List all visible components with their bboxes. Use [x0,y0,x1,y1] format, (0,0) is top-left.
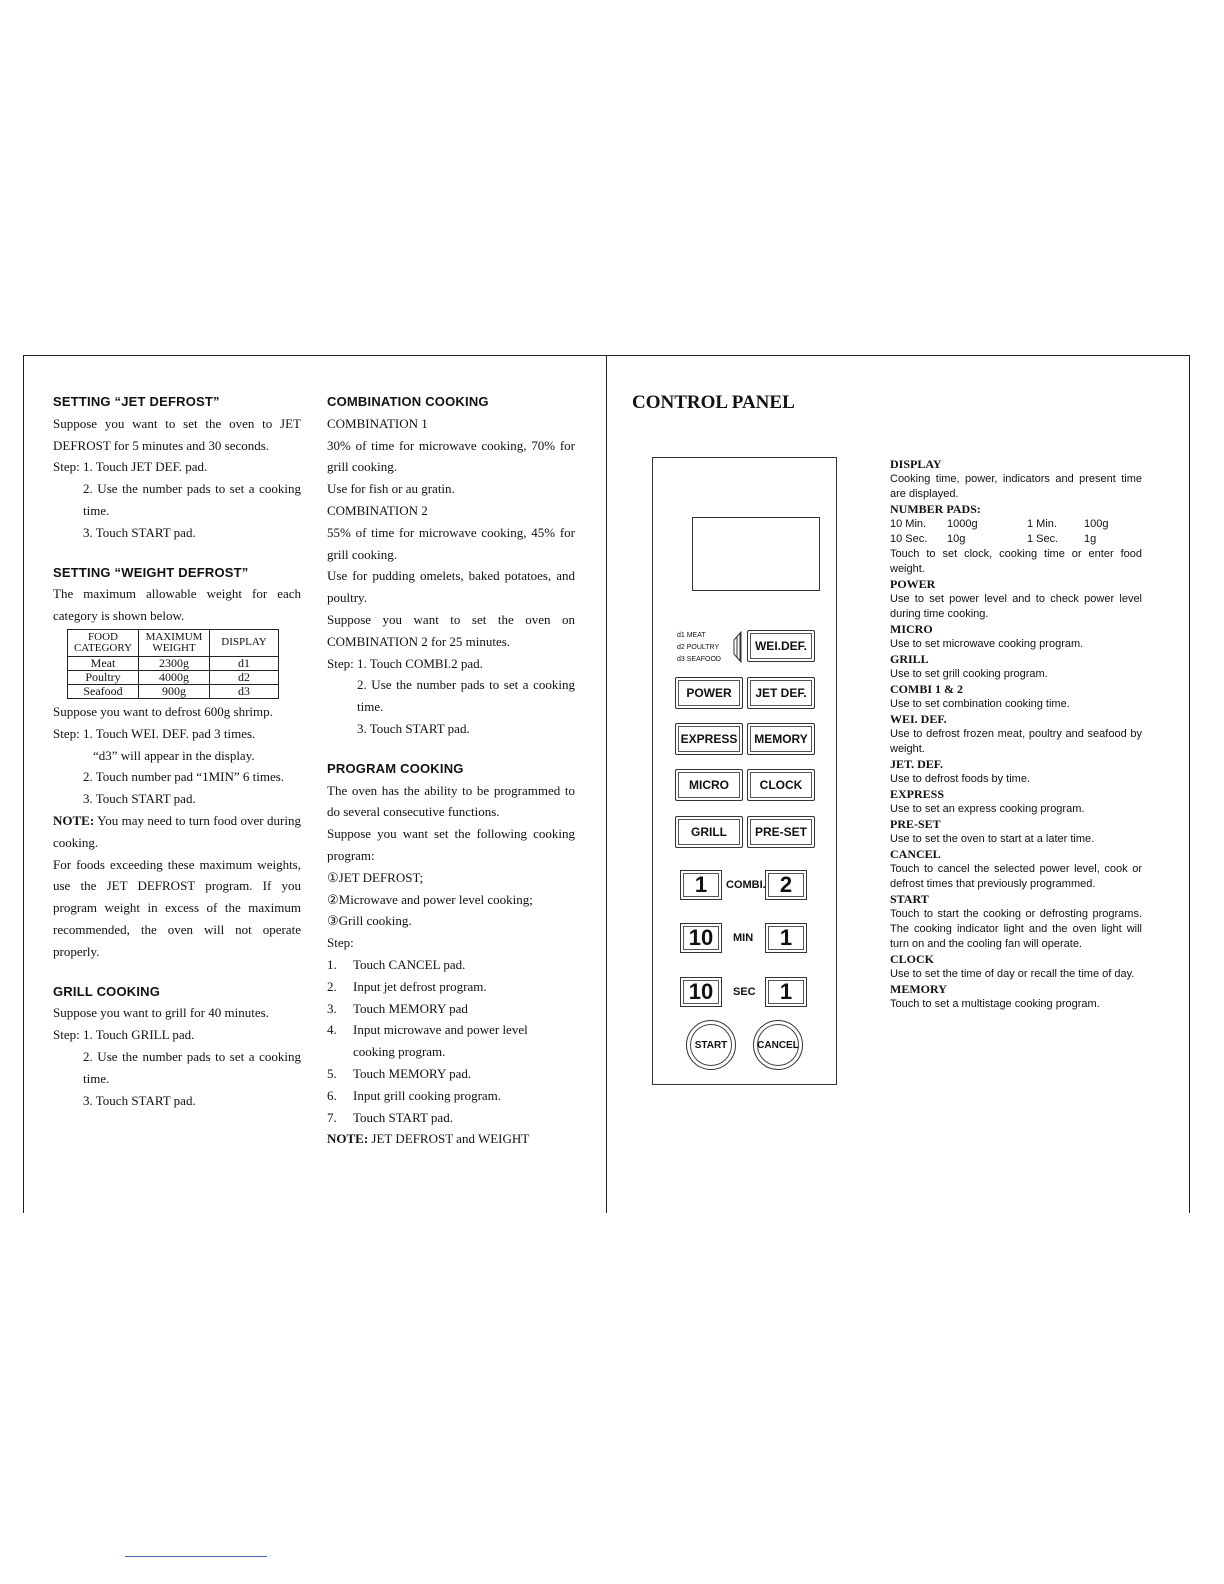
list-item [327,1085,575,1107]
start-label: START [690,1024,732,1066]
power-button[interactable]: POWER [675,677,743,709]
frame-right-border [1189,355,1190,1213]
list-item [327,1063,575,1085]
table-header-row [68,629,279,656]
combination-step2: 2. Use the number pads to set a cooking time. [357,677,575,715]
express-heading: EXPRESS [890,787,945,801]
number-pads-row-1 [890,517,1142,532]
combi-heading: COMBI 1 & 2 [890,682,963,696]
legend-bracket-icon [730,631,742,663]
jet-defrost-step1: Step: 1. Touch JET DEF. pad. [53,459,208,475]
heading-program-cooking: PROGRAM COOKING [327,760,464,776]
sec-1-button[interactable]: 1 [765,977,807,1007]
jet-def-heading: JET. DEF. [890,757,944,771]
combi-text: Use to set combination cooking time. [890,698,1070,710]
np-cell: 100g [1084,518,1109,530]
jet-defrost-step2 [53,478,301,522]
jet-defrost-step2-text: 2. Use the number pads to set a cooking time. [83,481,301,518]
spacer [327,740,575,758]
grill-heading: GRILL [890,652,929,666]
list-text: Input grill cooking program. [353,1087,502,1103]
table-cell: Meat [68,656,139,670]
np-cell: 1 Sec. [1027,533,1059,545]
wei-def-text: Use to defrost frozen meat, poultry and seafood by weight. [890,728,1142,755]
combination-example: Suppose you want to set the oven on COMBINATION 2 for 25 minutes. [327,611,575,649]
power-heading: POWER [890,577,936,591]
list-number: 4. [327,1022,337,1038]
micro-button[interactable]: MICRO [675,769,743,801]
list-number: 2. [327,978,337,994]
cancel-label: CANCEL [757,1024,799,1066]
min-10-button[interactable]: 10 [680,923,722,953]
pre-set-text: Use to set the oven to start at a later time. [890,833,1095,845]
program-item-2: ②Microwave and power level cooking; [327,891,533,907]
weight-defrost-step3: 3. Touch START pad. [83,791,196,807]
table-header-display: DISPLAY [210,629,279,656]
grill-step1: Step: 1. Touch GRILL pad. [53,1027,195,1043]
cancel-button[interactable] [753,1020,803,1070]
combination-2-use: Use for pudding omelets, baked potatoes, and poultry. [327,568,575,606]
combi-1-button[interactable]: 1 [680,870,722,900]
express-text: Use to set an express cooking program. [890,803,1085,815]
weight-defrost-step1b: “d3” will appear in the display. [93,747,255,763]
weight-defrost-step2: 2. Touch number pad “1MIN” 6 times. [83,769,285,785]
memory-button[interactable]: MEMORY [747,723,815,755]
program-intro: The oven has the ability to be programmed to do several consecutive functions. [327,782,575,820]
table-cell: 900g [139,684,210,698]
np-cell: 1g [1084,533,1097,545]
list-text: Touch CANCEL pad. [353,956,466,972]
weight-defrost-note [53,810,301,854]
program-item-3: ③Grill cooking. [327,913,412,929]
min-label: MIN [733,932,754,944]
list-number: 7. [327,1109,337,1125]
table-cell: d2 [210,670,279,684]
number-pads-text: Touch to set clock, cooking time or enter food weight. [890,548,1142,575]
column-2 [327,391,575,1150]
control-panel-diagram [652,457,837,1085]
spacer [53,963,301,981]
legend-item: d2 POULTRY [677,644,720,651]
power-text: Use to set power level and to check power level during time cooking. [890,593,1142,620]
np-cell: 10 Min. [890,518,927,530]
start-heading: START [890,892,929,906]
heading-jet-defrost: SETTING “JET DEFROST” [53,394,220,409]
defrost-legend [677,630,721,666]
grill-step3: 3. Touch START pad. [83,1092,196,1108]
heading-weight-defrost: SETTING “WEIGHT DEFROST” [53,564,249,580]
table-cell: d3 [210,684,279,698]
program-note [327,1128,575,1150]
list-text: Input jet defrost program. [353,978,487,994]
note-text: You may need to turn food over during cooking. [53,812,301,850]
jet-def-button[interactable]: JET DEF. [747,677,815,709]
combination-2-desc: 55% of time for microwave cooking, 45% for grill cooking. [327,524,575,562]
np-cell: 1000g [947,518,978,530]
table-cell: 2300g [139,656,210,670]
jet-defrost-step3: 3. Touch START pad. [83,524,196,540]
display-screen [692,517,820,591]
list-number: 1. [327,956,337,972]
list-item [327,1107,575,1129]
heading-combination-cooking: COMBINATION COOKING [327,394,489,409]
cancel-heading: CANCEL [890,847,941,861]
list-text: Input microwave and power level cooking program. [353,1022,528,1060]
jet-def-text: Use to defrost foods by time. [890,773,1031,785]
memory-heading: MEMORY [890,982,947,996]
list-item [327,998,575,1020]
note-text: JET DEFROST and WEIGHT [368,1131,530,1147]
combination-step1: Step: 1. Touch COMBI.2 pad. [327,655,483,671]
list-item [327,976,575,998]
start-text: Touch to start the cooking or defrosting programs. The cooking indicator light and the oven light will turn on and the cooling fan will operate. [890,908,1142,950]
table-cell: 4000g [139,670,210,684]
display-text: Cooking time, power, indicators and present time are displayed. [890,473,1142,500]
weight-table [67,629,279,699]
weight-defrost-step1: Step: 1. Touch WEI. DEF. pad 3 times. [53,725,256,741]
table-cell: Poultry [68,670,139,684]
grill-button[interactable]: GRILL [675,816,743,848]
frame-divider [606,355,607,1213]
sec-label: SEC [733,986,756,998]
micro-text: Use to set microwave cooking program. [890,638,1084,650]
clock-text: Use to set the time of day or recall the time of day. [890,968,1135,980]
grill-intro: Suppose you want to grill for 40 minutes. [53,1005,269,1021]
np-cell: 10 Sec. [890,533,928,545]
wei-def-button[interactable]: WEI.DEF. [747,630,815,662]
note-label: NOTE: [53,812,95,828]
np-cell: 1 Min. [1027,518,1057,530]
combi-2-button[interactable]: 2 [765,870,807,900]
weight-defrost-warning: For foods exceeding these maximum weights, use the JET DEFROST program. If you program weight in excess of the maximum recommended, the oven will not operate properly. [53,856,301,959]
cancel-text: Touch to cancel the selected power level, cook or defrost times that previously programmed. [890,863,1142,890]
combination-1-use: Use for fish or au gratin. [327,481,455,497]
sec-10-button[interactable]: 10 [680,977,722,1007]
table-row [68,670,279,684]
weight-defrost-example: Suppose you want to defrost 600g shrimp. [53,703,273,719]
legend-item: d1 MEAT [677,632,706,639]
memory-text: Touch to set a multistage cooking program. [890,998,1100,1010]
program-example: Suppose you want set the following cooking program: [327,826,575,863]
list-number: 3. [327,1000,337,1016]
program-step-label: Step: [327,935,354,951]
control-panel-descriptions [890,457,1142,1012]
frame-left-border [23,355,24,1213]
list-number: 5. [327,1065,337,1081]
table-header-max-weight: MAXIMUM WEIGHT [139,629,210,656]
combination-1-desc: 30% of time for microwave cooking, 70% for grill cooking. [327,437,575,475]
clock-heading: CLOCK [890,952,935,966]
combination-step3: 3. Touch START pad. [357,720,470,736]
display-heading: DISPLAY [890,457,942,471]
weight-defrost-intro: The maximum allowable weight for each category is shown below. [53,586,301,624]
control-panel-title: CONTROL PANEL [632,392,795,413]
list-item [327,1019,575,1063]
column-1 [53,391,301,1111]
micro-heading: MICRO [890,622,933,636]
combination-2-label: COMBINATION 2 [327,502,428,518]
jet-defrost-intro: Suppose you want to set the oven to JET DEFROST for 5 minutes and 30 seconds. [53,415,301,453]
number-pads-heading: NUMBER PADS: [890,502,981,516]
table-cell: d1 [210,656,279,670]
list-text: Touch MEMORY pad [353,1000,468,1016]
combination-1-label: COMBINATION 1 [327,415,428,431]
combi-label: COMBI. [726,879,766,891]
list-number: 6. [327,1087,337,1103]
table-row [68,684,279,698]
list-text: Touch MEMORY pad. [353,1065,472,1081]
list-text: Touch START pad. [353,1109,453,1125]
number-pads-row-2 [890,532,1142,547]
grill-text: Use to set grill cooking program. [890,668,1048,680]
program-item-1: ①JET DEFROST; [327,869,424,885]
table-row [68,656,279,670]
clock-button[interactable]: CLOCK [747,769,815,801]
pre-set-heading: PRE-SET [890,817,941,831]
heading-grill-cooking: GRILL COOKING [53,983,161,999]
footer-line [125,1556,267,1557]
table-header-category: FOOD CATEGORY [68,629,139,656]
wei-def-heading: WEI. DEF. [890,712,947,726]
np-cell: 10g [947,533,966,545]
list-item [327,954,575,976]
express-button[interactable]: EXPRESS [675,723,743,755]
spacer [53,544,301,562]
pre-set-button[interactable]: PRE-SET [747,816,815,848]
min-1-button[interactable]: 1 [765,923,807,953]
table-cell: Seafood [68,684,139,698]
start-button[interactable] [686,1020,736,1070]
note-label: NOTE: [327,1131,369,1147]
grill-step2: 2. Use the number pads to set a cooking time. [83,1048,301,1086]
legend-item: d3 SEAFOOD [677,656,721,663]
